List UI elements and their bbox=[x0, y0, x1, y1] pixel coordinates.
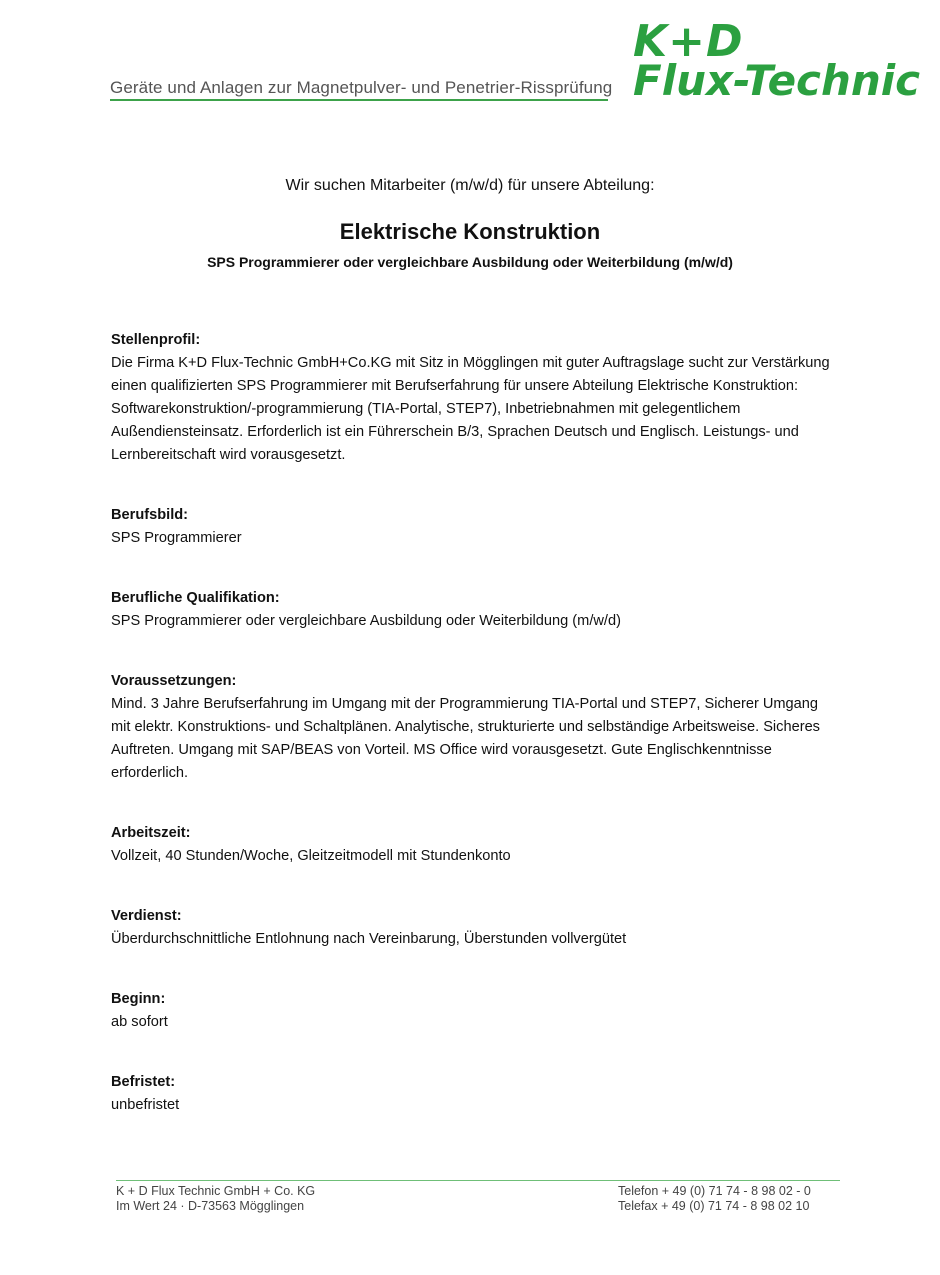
footer-divider bbox=[116, 1180, 840, 1181]
section-berufsbild bbox=[111, 504, 836, 550]
section-text: ab sofort bbox=[111, 1014, 168, 1030]
logo-line-2: Flux-Technic bbox=[633, 56, 921, 106]
section-befristet bbox=[111, 1071, 836, 1117]
section-heading: Arbeitszeit: bbox=[111, 825, 191, 841]
section-heading: Befristet: bbox=[111, 1074, 176, 1090]
footer-phone: Telefon + 49 (0) 71 74 - 8 98 02 - 0 bbox=[618, 1184, 811, 1198]
footer-contact bbox=[618, 1184, 811, 1214]
section-stellenprofil bbox=[111, 329, 836, 467]
company-logo bbox=[633, 16, 921, 106]
page-title: Elektrische Konstruktion bbox=[339, 219, 601, 244]
section-voraussetzungen bbox=[111, 670, 836, 785]
section-text: Die Firma K+D Flux-Technic GmbH+Co.KG mit Sitz in Mögglingen mit guter Auftragslage sucht zur Verstärkung einen qualifizierten SPS Programmierer mit Berufserfahrung für unsere Abteilung Elektrische Konstruktion: Softwarekonstruktion/-programmierung (TIA-Portal, STEP7), Inbetriebnahmen mit gelegentlichem Außendiensteinsatz. Erforderlich ist ein Führerschein B/3, Sprachen Deutsch und Englisch. Leistungs- und Lernbereitschaft wird vorausgesetzt. bbox=[111, 355, 830, 463]
section-heading: Stellenprofil: bbox=[111, 332, 201, 348]
section-heading: Berufsbild: bbox=[111, 507, 189, 523]
job-sections bbox=[111, 329, 836, 1117]
footer-street: Im Wert 24 · D-73563 Mögglingen bbox=[116, 1199, 305, 1213]
section-text: SPS Programmierer bbox=[111, 530, 242, 546]
section-beginn bbox=[111, 988, 836, 1034]
header-tagline: Geräte und Anlagen zur Magnetpulver- und Penetrier-Rissprüfung bbox=[110, 78, 613, 97]
footer-company: K + D Flux Technic GmbH + Co. KG bbox=[116, 1184, 316, 1198]
section-arbeitszeit bbox=[111, 822, 836, 868]
footer-fax: Telefax + 49 (0) 71 74 - 8 98 02 10 bbox=[618, 1199, 810, 1213]
section-text: Mind. 3 Jahre Berufserfahrung im Umgang mit der Programmierung TIA-Portal und STEP7, Sicherer Umgang mit elektr. Konstruktions- und Schaltplänen. Analytische, strukturierte und selbständige Arbeitsweise. Sicheres Auftreten. Umgang mit SAP/BEAS von Vorteil. MS Office wird vorausgesetzt. Gute Englischkenntnisse erforderlich. bbox=[111, 696, 820, 781]
page-subtitle: SPS Programmierer oder vergleichbare Ausbildung oder Weiterbildung (m/w/d) bbox=[207, 254, 733, 270]
section-text: Vollzeit, 40 Stunden/Woche, Gleitzeitmodell mit Stundenkonto bbox=[111, 848, 511, 864]
intro-text: Wir suchen Mitarbeiter (m/w/d) für unsere Abteilung: bbox=[285, 177, 655, 194]
section-heading: Berufliche Qualifikation: bbox=[111, 590, 280, 606]
section-heading: Beginn: bbox=[111, 991, 166, 1007]
section-heading: Voraussetzungen: bbox=[111, 673, 237, 689]
section-qualifikation bbox=[111, 587, 836, 633]
footer-address bbox=[116, 1184, 315, 1214]
section-verdienst bbox=[111, 905, 836, 951]
logo-line-1: K+D bbox=[633, 16, 744, 67]
section-heading: Verdienst: bbox=[111, 908, 182, 924]
section-text: SPS Programmierer oder vergleichbare Ausbildung oder Weiterbildung (m/w/d) bbox=[111, 613, 621, 629]
section-text: unbefristet bbox=[111, 1097, 180, 1113]
section-text: Überdurchschnittliche Entlohnung nach Vereinbarung, Überstunden vollvergütet bbox=[111, 931, 627, 947]
tagline-divider bbox=[110, 99, 608, 101]
